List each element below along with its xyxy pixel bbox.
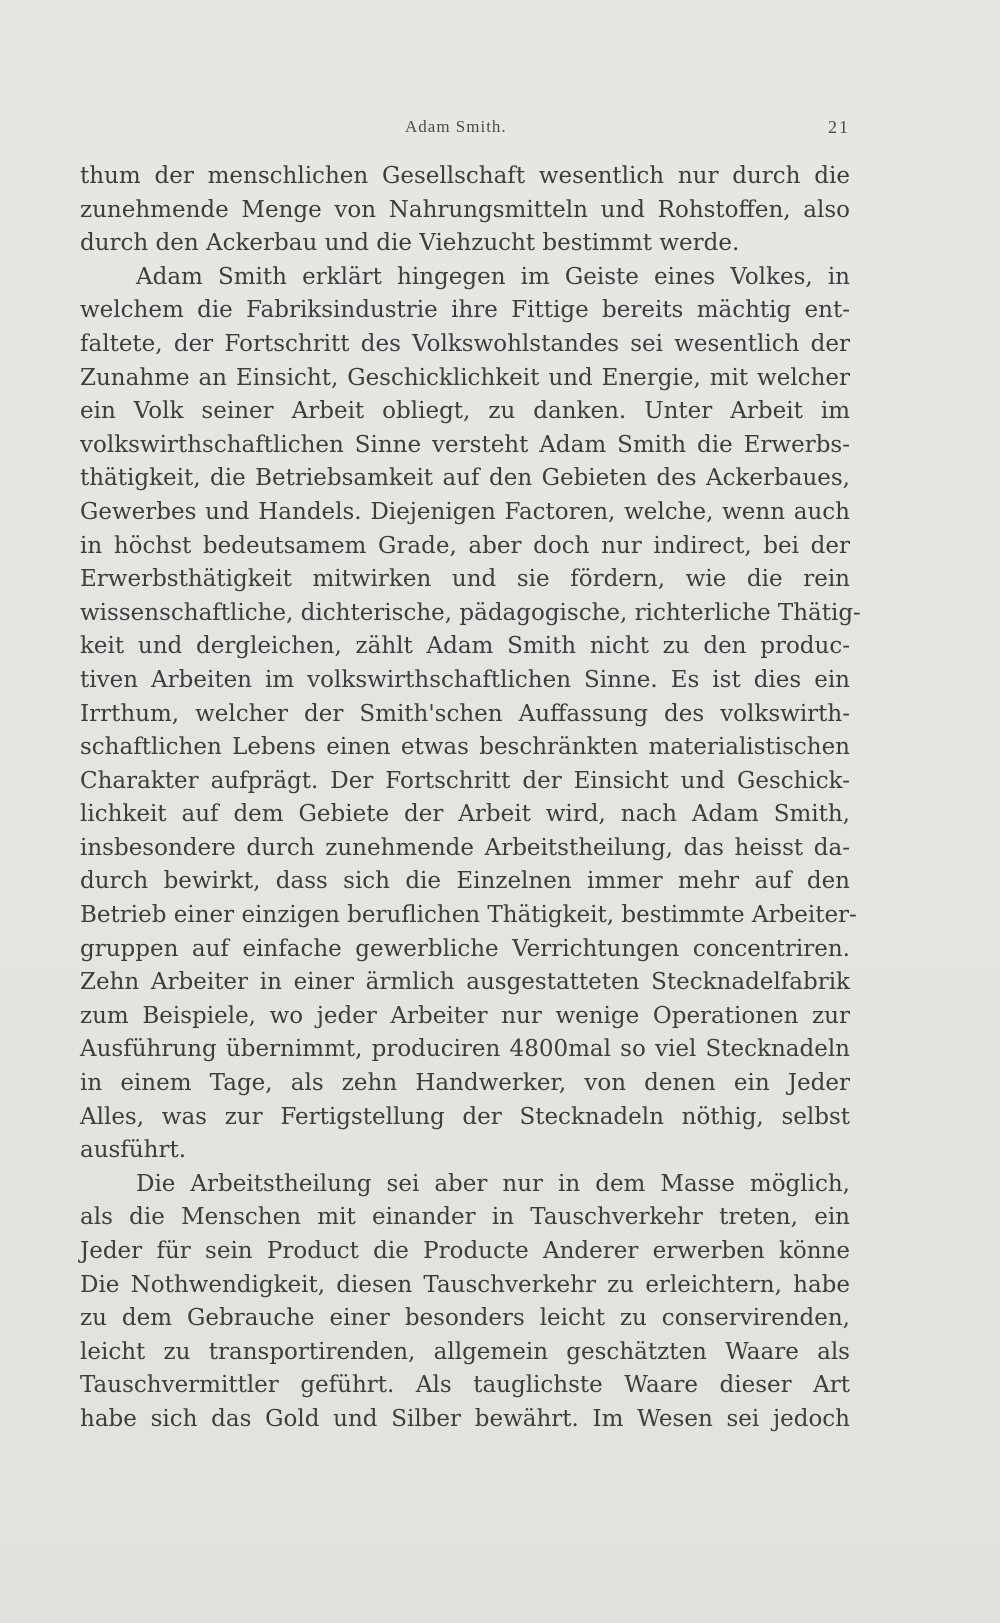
text-line: Charakter aufprägt. Der Fortschritt der Einsicht und Geschick- [80,767,850,794]
text-line: Gewerbes und Handels. Diejenigen Factoren, welche, wenn auch [80,498,850,525]
text-line: durch bewirkt, dass sich die Einzelnen immer mehr auf den [80,868,850,895]
text-line: gruppen auf einfache gewerbliche Verrichtungen concentriren. [80,935,850,962]
text-line: keit und dergleichen, zählt Adam Smith nicht zu den produc- [80,633,850,660]
text-line: Die Arbeitstheilung sei aber nur in dem Masse möglich, [136,1170,850,1197]
text-line: Ausführung übernimmt, produciren 4800mal so viel Stecknadeln [80,1036,850,1063]
running-head [80,117,850,147]
text-line: durch den Ackerbau und die Viehzucht bestimmt werde. [80,230,740,257]
text-line: zum Beispiele, wo jeder Arbeiter nur wenige Operationen zur [80,1002,850,1029]
text-line: thätigkeit, die Betriebsamkeit auf den Gebieten des Ackerbaues, [80,465,850,492]
text-line: Irrthum, welcher der Smith'schen Auffassung des volkswirth- [80,700,850,727]
text-line: schaftlichen Lebens einen etwas beschränkten materialistischen [80,734,850,761]
text-line: thum der menschlichen Gesellschaft wesentlich nur durch die [80,163,850,189]
page-number: 21 [828,117,850,137]
text-line: in höchst bedeutsamem Grade, aber doch nur indirect, bei der [80,532,850,559]
text-line: wissenschaftliche, dichterische, pädagogische, richterliche Thätig- [80,599,861,626]
body-text [80,160,861,1437]
text-line: faltete, der Fortschritt des Volkswohlstandes sei wesentlich der [80,330,850,357]
text-line: Zunahme an Einsicht, Geschicklichkeit und Energie, mit welcher [80,364,850,391]
text-line: Adam Smith erklärt hingegen im Geiste eines Volkes, in [136,263,850,290]
text-line: ausführt. [80,1137,187,1164]
text-line: in einem Tage, als zehn Handwerker, von denen ein Jeder [80,1070,850,1097]
text-line: tiven Arbeiten im volkswirthschaftlichen Sinne. Es ist dies ein [80,666,850,693]
text-line: ein Volk seiner Arbeit obliegt, zu danken. Unter Arbeit im [80,398,850,425]
text-line: habe sich das Gold und Silber bewährt. Im Wesen sei jedoch [80,1405,850,1432]
text-line: zu dem Gebrauche einer besonders leicht zu conservirenden, [80,1305,850,1332]
text-line: zunehmende Menge von Nahrungsmitteln und Rohstoffen, also [80,196,850,223]
text-line: Jeder für sein Product die Producte Anderer erwerben könne [80,1238,850,1264]
text-line: lichkeit auf dem Gebiete der Arbeit wird, nach Adam Smith, [80,801,850,828]
text-line: volkswirthschaftlichen Sinne versteht Adam Smith die Erwerbs- [80,431,850,458]
text-line: insbesondere durch zunehmende Arbeitstheilung, das heisst da- [80,834,850,861]
text-line: leicht zu transportirenden, allgemein geschätzten Waare als [80,1338,850,1365]
text-line: Betrieb einer einzigen beruflichen Thätigkeit, bestimmte Arbeiter- [80,902,857,929]
running-title: Adam Smith. [405,117,507,136]
text-line: Alles, was zur Fertigstellung der Stecknadeln nöthig, selbst [80,1103,850,1130]
text-line: welchem die Fabriksindustrie ihre Fittige bereits mächtig ent- [80,297,850,324]
text-line: Tauschvermittler geführt. Als tauglichste Waare dieser Art [80,1372,850,1399]
text-line: als die Menschen mit einander in Tauschverkehr treten, ein [80,1204,850,1231]
text-line: Zehn Arbeiter in einer ärmlich ausgestatteten Stecknadelfabrik [80,969,850,996]
text-line: Erwerbsthätigkeit mitwirken und sie fördern, wie die rein [80,566,850,593]
text-line: Die Nothwendigkeit, diesen Tauschverkehr zu erleichtern, habe [80,1271,850,1298]
